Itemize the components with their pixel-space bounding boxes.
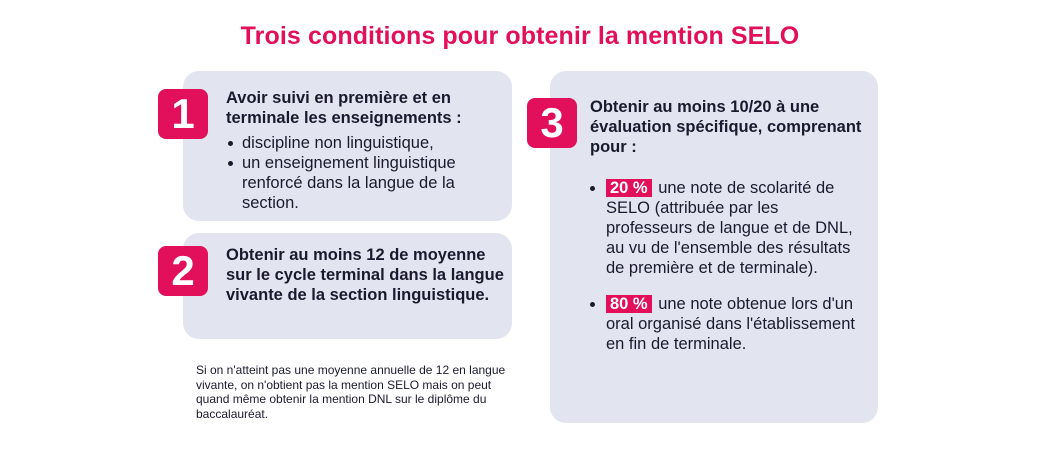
condition-1-number-badge: 1: [158, 89, 208, 139]
footnote: Si on n'atteint pas une moyenne annuelle de 12 en langue vivante, on n'obtient pas la mention SELO mais on peut quand même obtenir la mention DNL sur le diplôme du baccalauréat.: [196, 363, 506, 421]
condition-1-item: un enseignement linguistique renforcé dans la langue de la section.: [226, 153, 511, 213]
percent-badge: 80 %: [606, 295, 652, 313]
percent-badge: 20 %: [606, 179, 652, 197]
condition-2-heading: Obtenir au moins 12 de moyenne sur le cycle terminal dans la langue vivante de la section linguistique.: [226, 246, 504, 304]
condition-3-item: [588, 178, 863, 278]
condition-3-item: [588, 294, 863, 354]
condition-1-item: discipline non linguistique,: [226, 133, 511, 153]
page-title: Trois conditions pour obtenir la mention SELO: [240, 22, 800, 50]
condition-1-list: [226, 133, 511, 213]
condition-1-heading: Avoir suivi en première et en terminale les enseignements :: [226, 89, 462, 127]
condition-3-item-text: une note de scolarité de SELO (attribuée par les professeurs de langue et de DNL, au vu de l'ensemble des résultats de première et de terminale).: [606, 179, 853, 277]
condition-2-number-badge: 2: [158, 246, 208, 296]
condition-3-heading: Obtenir au moins 10/20 à une évaluation spécifique, comprenant pour :: [590, 98, 862, 156]
condition-3-list: [588, 178, 863, 354]
condition-3-item-text: une note obtenue lors d'un oral organisé dans l'établissement en fin de terminale.: [606, 295, 855, 353]
condition-3-number-badge: 3: [527, 98, 577, 148]
